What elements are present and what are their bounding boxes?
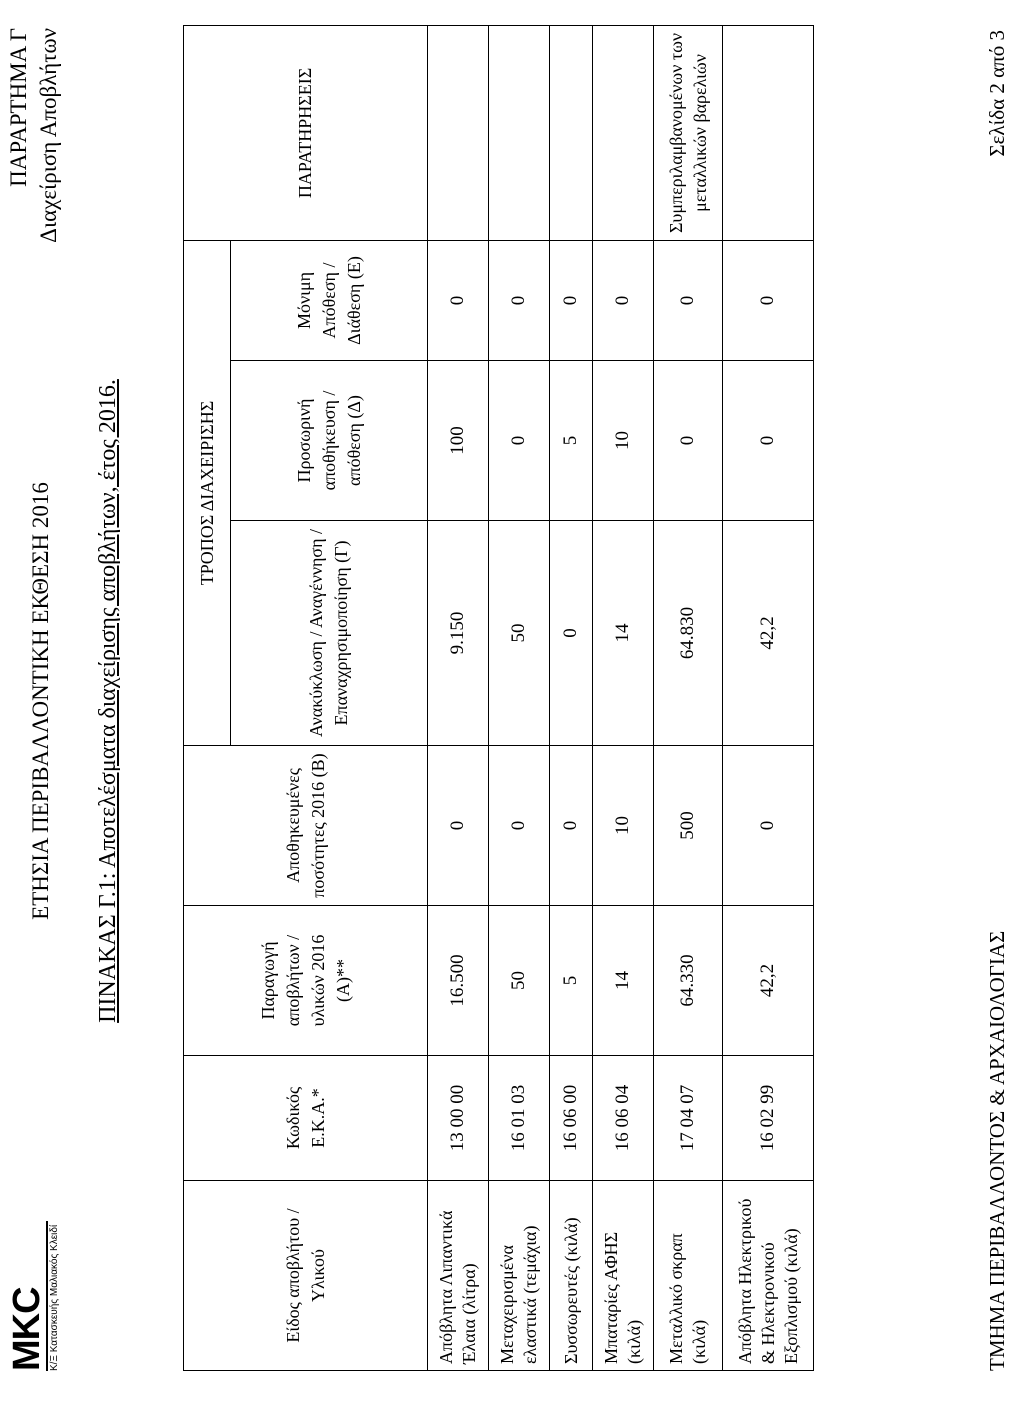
cell-temporary: 0 [489, 361, 550, 521]
waste-management-table [183, 25, 814, 1371]
col-header-permanent: Μόνιμη Απόθεση / Διάθεση (Ε) [231, 240, 428, 360]
cell-production: 50 [489, 906, 550, 1056]
cell-recycling: 50 [489, 521, 550, 746]
cell-stored: 0 [428, 746, 489, 906]
cell-stored: 0 [550, 746, 593, 906]
cell-recycling: 64.830 [654, 521, 723, 746]
cell-stored: 10 [593, 746, 654, 906]
cell-permanent: 0 [550, 240, 593, 360]
cell-waste-type: Μπαταρίες ΑΦΗΣ (κιλά) [593, 1181, 654, 1371]
cell-code: 16 06 00 [550, 1056, 593, 1181]
table-row [654, 25, 723, 1370]
col-header-management-group: ΤΡΟΠΟΣ ΔΙΑΧΕΙΡΙΣΗΣ [184, 240, 231, 745]
cell-code: 16 02 99 [723, 1056, 814, 1181]
cell-production: 64.330 [654, 906, 723, 1056]
cell-recycling: 0 [550, 521, 593, 746]
table-row [489, 25, 550, 1370]
cell-code: 17 04 07 [654, 1056, 723, 1181]
cell-temporary: 100 [428, 361, 489, 521]
report-title: ΕΤΗΣΙΑ ΠΕΡΙΒΑΛΛΟΝΤΙΚΗ ΕΚΘΕΣΗ 2016 [28, 482, 53, 920]
appendix-label: ΠΑΡΑΡΤΗΜΑ Γ [6, 28, 31, 187]
col-header-type: Είδος αποβλήτου / Υλικού [184, 1181, 428, 1371]
cell-temporary: 5 [550, 361, 593, 521]
col-header-recycling: Ανακύκλωση / Αναγέννηση / Επαναχρησιμοποίηση (Γ) [231, 521, 428, 746]
cell-waste-type: Απόβλητα Λιπαντικά Έλαια (λίτρα) [428, 1181, 489, 1371]
appendix-subtitle: Διαχείριση Αποβλήτων [36, 28, 61, 243]
cell-code: 16 06 04 [593, 1056, 654, 1181]
cell-temporary: 0 [654, 361, 723, 521]
cell-production: 42,2 [723, 906, 814, 1056]
footer-department: ΤΜΗΜΑ ΠΕΡΙΒΑΛΛΟΝΤΟΣ & ΑΡΧΑΙΟΛΟΓΙΑΣ [985, 930, 1009, 1371]
table-caption: ΠΙΝΑΚΑΣ Γ.1: Αποτελέσματα διαχείρισης αποβλήτων, έτος 2016. [95, 379, 121, 1023]
company-logo [8, 1221, 60, 1371]
cell-permanent: 0 [489, 240, 550, 360]
footer-page-number: Σελίδα 2 από 3 [985, 30, 1009, 157]
col-header-remarks: ΠΑΡΑΤΗΡΗΣΕΙΣ [184, 25, 428, 240]
cell-production: 14 [593, 906, 654, 1056]
cell-recycling: 14 [593, 521, 654, 746]
cell-waste-type: Συσσωρευτές (κιλά) [550, 1181, 593, 1371]
cell-waste-type: Απόβλητα Ηλεκτρικού & Ηλεκτρονικού Εξοπλισμού (κιλά) [723, 1181, 814, 1371]
waste-table-wrapper [183, 26, 814, 1371]
appendix-header [4, 28, 64, 243]
cell-remarks [550, 25, 593, 240]
cell-stored: 0 [723, 746, 814, 906]
table-row [593, 25, 654, 1370]
cell-production: 5 [550, 906, 593, 1056]
cell-waste-type: Μεταλλικό σκραπ (κιλά) [654, 1181, 723, 1371]
col-header-stored: Αποθηκευμένες ποσότητες 2016 (Β) [184, 746, 428, 906]
header-row-1 [184, 25, 231, 1370]
cell-waste-type: Μεταχειρισμένα ελαστικά (τεμάχια) [489, 1181, 550, 1371]
cell-remarks [593, 25, 654, 240]
table-row [550, 25, 593, 1370]
cell-remarks [723, 25, 814, 240]
col-header-production: Παραγωγή αποβλήτων / υλικών 2016 (Α)** [184, 906, 428, 1056]
cell-permanent: 0 [723, 240, 814, 360]
cell-stored: 500 [654, 746, 723, 906]
cell-temporary: 0 [723, 361, 814, 521]
col-header-code: Κωδικός Ε.Κ.Α.* [184, 1056, 428, 1181]
cell-recycling: 42,2 [723, 521, 814, 746]
logo-mark: ΜΚC [6, 1287, 48, 1371]
cell-production: 16.500 [428, 906, 489, 1056]
logo-subtitle: Κ/Ξ Κατασκευής Μαλιακός Κλειδί [46, 1221, 60, 1371]
cell-remarks: Συμπεριλαμβανομένων των μεταλλικών βαρελιών [654, 25, 723, 240]
cell-stored: 0 [489, 746, 550, 906]
table-row [723, 25, 814, 1370]
cell-remarks [489, 25, 550, 240]
cell-code: 13 00 00 [428, 1056, 489, 1181]
cell-code: 16 01 03 [489, 1056, 550, 1181]
cell-remarks [428, 25, 489, 240]
cell-permanent: 0 [428, 240, 489, 360]
cell-permanent: 0 [654, 240, 723, 360]
cell-permanent: 0 [593, 240, 654, 360]
table-row [428, 25, 489, 1370]
cell-recycling: 9.150 [428, 521, 489, 746]
cell-temporary: 10 [593, 361, 654, 521]
col-header-temporary: Προσωρινή αποθήκευση / απόθεση (Δ) [231, 361, 428, 521]
